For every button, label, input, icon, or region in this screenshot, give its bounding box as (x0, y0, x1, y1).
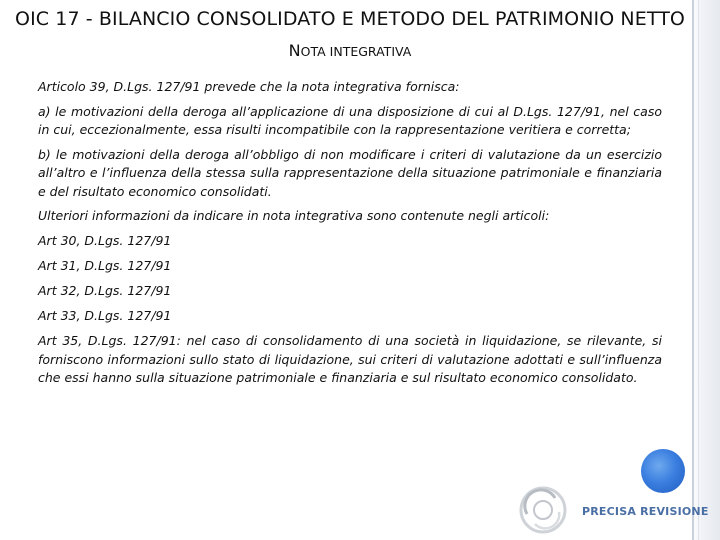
side-stripe-decoration (690, 0, 720, 540)
side-line-decoration-thin (698, 0, 699, 540)
subtitle-rest: OTA INTEGRATIVA (300, 44, 412, 59)
article-item: Art 31, D.Lgs. 127/91 (38, 258, 172, 273)
paragraph-further-info: Ulteriori informazioni da indicare in nota integrativa sono contenute negli articoli: (38, 208, 550, 223)
article-35-label: Art 35, D.Lgs. 127/91: (38, 333, 181, 348)
article-item: Art 33, D.Lgs. 127/91 (38, 308, 172, 323)
article-item: Art 32, D.Lgs. 127/91 (38, 283, 172, 298)
paragraph-intro: Articolo 39, D.Lgs. 127/91 prevede che la nota integrativa fornisca: (38, 79, 460, 94)
paragraph-b: b) le motivazioni della deroga all’obbligo di non modificare i criteri di valutazione da un esercizio all’altro e l’influenza della stessa sulla rappresentazione della situazione patrimoniale e finanziaria e del risultato economico consolidati. (38, 146, 662, 199)
article-35-item (38, 332, 662, 388)
subtitle-initial: N (288, 41, 301, 60)
slide-title: OIC 17 - BILANCIO CONSOLIDATO E METODO DEL PATRIMONIO NETTO (15, 8, 685, 30)
brand-logo-text: PRECISA REVISIONE (582, 505, 709, 518)
paragraph-a: a) le motivazioni della deroga all’applicazione di una disposizione di cui al D.Lgs. 127/91, nel caso in cui, eccezionalmente, essa risulti incompatibile con la rappresentazione veritiera e corretta; (38, 103, 662, 137)
article-35-text: nel caso di consolidamento di una società in liquidazione, se rilevante, si forniscono informazioni sullo stato di liquidazione, sui criteri di valutazione adottati e sull’influenza che essi hanno sulla situazione patrimoniale e finanziaria e sul risultato economico consolidato. (38, 333, 663, 385)
side-line-decoration (692, 0, 694, 540)
swirl-logo-icon (517, 484, 569, 536)
blue-circle-decoration (641, 449, 685, 493)
article-item: Art 30, D.Lgs. 127/91 (38, 233, 172, 248)
slide-subtitle (0, 41, 700, 60)
slide-content (38, 78, 662, 388)
